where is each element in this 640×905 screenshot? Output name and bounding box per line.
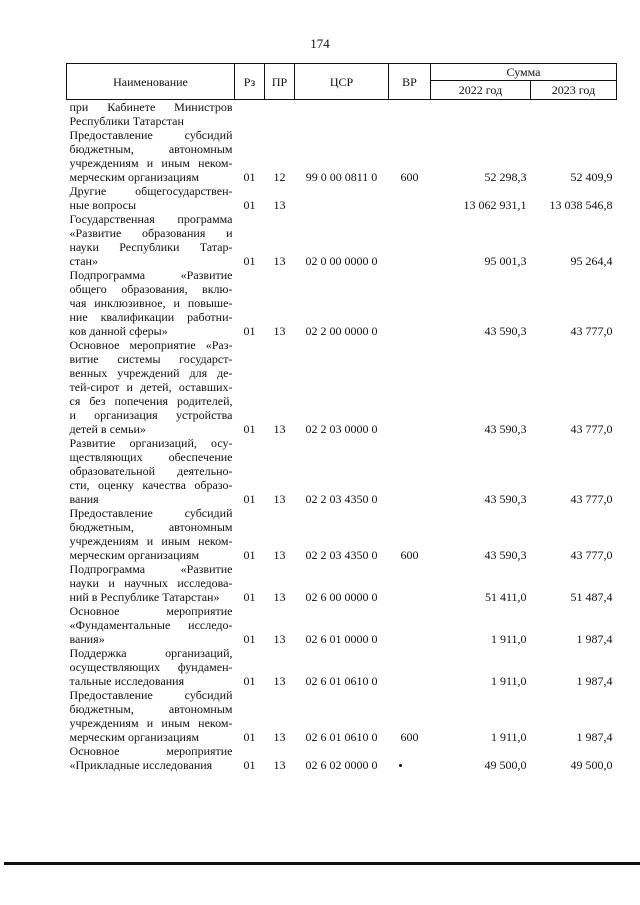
row-vr xyxy=(389,744,431,772)
row-csr xyxy=(295,184,389,212)
row-csr: 02 6 00 0000 0 xyxy=(305,590,378,604)
row-sum-2023: 43 777,0 xyxy=(570,492,613,506)
row-pr xyxy=(265,100,295,129)
row-sum-2022: 43 590,3 xyxy=(484,548,527,562)
table-header xyxy=(67,64,617,100)
row-sum-2022: 13 062 931,1 xyxy=(463,198,527,212)
table-row xyxy=(67,128,617,184)
row-name-line: Другие общегосударствен- xyxy=(69,184,233,198)
row-name-line: учреждениям и иным неком- xyxy=(69,716,233,730)
row-name-line: тальные исследования xyxy=(69,674,185,688)
row-rz: 01 xyxy=(243,170,256,184)
row-name-line: ний в Республике Татарстан» xyxy=(69,590,220,604)
row-pr: 13 xyxy=(273,758,286,772)
row-name xyxy=(67,646,235,688)
row-pr: 13 xyxy=(273,492,286,506)
row-sum-2023: 43 777,0 xyxy=(570,324,613,338)
row-name-line: бюджетным, автономным xyxy=(69,142,233,156)
row-sum-2022: 95 001,3 xyxy=(484,254,527,268)
table-row xyxy=(67,338,617,436)
row-sum-2023: 1 987,4 xyxy=(576,632,613,646)
header-rz: Рз xyxy=(235,64,265,100)
row-name-line: при Кабинете Министров xyxy=(69,100,233,114)
row-name-line: Подпрограмма «Развитие xyxy=(69,268,233,282)
row-name-line: мерческим организациям xyxy=(69,170,200,184)
table-row xyxy=(67,562,617,604)
row-name-line: Предоставление субсидий xyxy=(69,688,233,702)
row-name xyxy=(67,338,235,436)
row-sum-2022: 43 590,3 xyxy=(484,422,527,436)
row-name-line: мерческим организациям xyxy=(69,548,200,562)
row-pr: 12 xyxy=(273,170,286,184)
row-sum-2023: 1 987,4 xyxy=(576,674,613,688)
row-csr: 02 2 00 0000 0 xyxy=(305,324,378,338)
row-name-line: ся без попечения родителей, xyxy=(69,394,233,408)
table-row xyxy=(67,688,617,744)
row-name-line: мерческим организациям xyxy=(69,730,200,744)
row-pr: 13 xyxy=(273,590,286,604)
row-sum-2023: 49 500,0 xyxy=(570,758,613,772)
row-sum-2022: 1 911,0 xyxy=(490,730,527,744)
row-rz: 01 xyxy=(243,198,256,212)
row-name-line: ные вопросы xyxy=(69,198,137,212)
row-name-line: бюджетным, автономным xyxy=(69,702,233,716)
table-row xyxy=(67,604,617,646)
row-sum-2023: 1 987,4 xyxy=(576,730,613,744)
row-name xyxy=(67,100,235,129)
row-csr: 99 0 00 0811 0 xyxy=(305,170,378,184)
row-csr: 02 2 03 4350 0 xyxy=(305,548,378,562)
row-name-line: Развитие организаций, осу- xyxy=(69,436,233,450)
row-name xyxy=(67,184,235,212)
header-year-2023: 2023 год xyxy=(531,81,617,100)
stray-dot xyxy=(399,764,402,767)
row-vr xyxy=(389,100,431,129)
table-row xyxy=(67,212,617,268)
page-number: 174 xyxy=(310,36,330,51)
row-name-line: чая инклюзивное, и повыше- xyxy=(69,296,233,310)
row-name-line: Основное мероприятие «Раз- xyxy=(69,338,233,352)
row-vr: 600 xyxy=(400,548,419,562)
table-row xyxy=(67,744,617,772)
row-name-line: учреждениям и иным неком- xyxy=(69,534,233,548)
row-rz: 01 xyxy=(243,422,256,436)
row-rz: 01 xyxy=(243,758,256,772)
row-sum-2023 xyxy=(531,100,617,129)
row-vr: 600 xyxy=(400,730,419,744)
row-name-line: науки и научных исследова- xyxy=(69,576,233,590)
row-name-line: учреждениям и иным неком- xyxy=(69,156,233,170)
header-pr: ПР xyxy=(265,64,295,100)
row-name-line: Предоставление субсидий xyxy=(69,506,233,520)
table-row xyxy=(67,646,617,688)
row-name-line: ние квалификации работни- xyxy=(69,310,233,324)
row-name-line: стан» xyxy=(69,254,98,268)
row-sum-2023: 43 777,0 xyxy=(570,422,613,436)
row-rz: 01 xyxy=(243,548,256,562)
budget-table xyxy=(66,63,617,772)
row-name-line: детей в семьи» xyxy=(69,422,146,436)
row-name-line: ществляющих обеспечение xyxy=(69,450,233,464)
table-row xyxy=(67,268,617,338)
row-sum-2022: 43 590,3 xyxy=(484,324,527,338)
row-vr: 600 xyxy=(400,170,419,184)
row-name xyxy=(67,268,235,338)
row-name xyxy=(67,212,235,268)
row-vr xyxy=(389,436,431,506)
row-vr xyxy=(389,646,431,688)
row-rz: 01 xyxy=(243,324,256,338)
row-name-line: общего образования, вклю- xyxy=(69,282,233,296)
row-sum-2022: 52 298,3 xyxy=(484,170,527,184)
row-pr: 13 xyxy=(273,254,286,268)
table-row xyxy=(67,100,617,129)
row-rz: 01 xyxy=(243,492,256,506)
row-name-line: вания» xyxy=(69,632,105,646)
row-rz: 01 xyxy=(243,730,256,744)
row-name-line: Основное мероприятие xyxy=(69,744,233,758)
row-pr: 13 xyxy=(273,730,286,744)
row-sum-2022: 49 500,0 xyxy=(484,758,527,772)
row-rz: 01 xyxy=(243,674,256,688)
row-csr: 02 6 01 0000 0 xyxy=(305,632,378,646)
row-name xyxy=(67,128,235,184)
row-name-line: витие системы государст- xyxy=(69,352,233,366)
row-sum-2023: 13 038 546,8 xyxy=(549,198,613,212)
row-name-line: науки Республики Татар- xyxy=(69,240,233,254)
row-vr xyxy=(389,212,431,268)
row-pr: 13 xyxy=(273,198,286,212)
row-sum-2022: 43 590,3 xyxy=(484,492,527,506)
row-vr xyxy=(389,604,431,646)
table-row xyxy=(67,436,617,506)
header-csr: ЦСР xyxy=(295,64,389,100)
row-sum-2023: 95 264,4 xyxy=(570,254,613,268)
row-sum-2023: 52 409,9 xyxy=(570,170,613,184)
row-name-line: «Прикладные исследования xyxy=(69,758,213,772)
table-body xyxy=(67,100,617,773)
row-vr xyxy=(389,562,431,604)
row-rz: 01 xyxy=(243,254,256,268)
row-name-line: образовательной деятельно- xyxy=(69,464,233,478)
header-year-2022: 2022 год xyxy=(431,81,531,100)
row-name xyxy=(67,562,235,604)
row-pr: 13 xyxy=(273,548,286,562)
row-name xyxy=(67,688,235,744)
row-name xyxy=(67,744,235,772)
row-name-line: Поддержка организаций, xyxy=(69,646,233,660)
row-csr: 02 2 03 4350 0 xyxy=(305,492,378,506)
row-pr: 13 xyxy=(273,674,286,688)
row-vr xyxy=(389,338,431,436)
row-sum-2022: 1 911,0 xyxy=(490,632,527,646)
row-name xyxy=(67,506,235,562)
row-name-line: Республики Татарстан xyxy=(69,114,184,128)
row-name-line: вания xyxy=(69,492,99,506)
row-sum-2022 xyxy=(431,100,531,129)
row-name-line: Предоставление субсидий xyxy=(69,128,233,142)
header-vr: ВР xyxy=(389,64,431,100)
row-csr: 02 0 00 0000 0 xyxy=(305,254,378,268)
row-name xyxy=(67,604,235,646)
row-csr xyxy=(295,100,389,129)
row-sum-2022: 1 911,0 xyxy=(490,674,527,688)
row-name-line: и организация устройства xyxy=(69,408,233,422)
table-row xyxy=(67,506,617,562)
row-rz xyxy=(235,100,265,129)
row-csr: 02 2 03 0000 0 xyxy=(305,422,378,436)
row-name-line: Основное мероприятие xyxy=(69,604,233,618)
row-pr: 13 xyxy=(273,422,286,436)
row-rz: 01 xyxy=(243,590,256,604)
row-rz: 01 xyxy=(243,632,256,646)
row-name-line: сти, оценку качества образо- xyxy=(69,478,233,492)
row-name-line: «Развитие образования и xyxy=(69,226,233,240)
row-sum-2022: 51 411,0 xyxy=(484,590,527,604)
row-name-line: «Фундаментальные исследо- xyxy=(69,618,233,632)
row-vr xyxy=(389,268,431,338)
row-pr: 13 xyxy=(273,324,286,338)
row-name-line: Подпрограмма «Развитие xyxy=(69,562,233,576)
row-vr xyxy=(389,184,431,212)
row-sum-2023: 51 487,4 xyxy=(570,590,613,604)
row-name xyxy=(67,436,235,506)
row-name-line: осуществляющих фундамен- xyxy=(69,660,233,674)
row-pr: 13 xyxy=(273,632,286,646)
header-sum: Сумма xyxy=(431,64,617,81)
row-name-line: тей-сирот и детей, оставших- xyxy=(69,380,233,394)
row-name-line: ков данной сферы» xyxy=(69,324,168,338)
row-sum-2023: 43 777,0 xyxy=(570,548,613,562)
row-name-line: Государственная программа xyxy=(69,212,233,226)
table-row xyxy=(67,184,617,212)
row-name-line: венных учреждений для де- xyxy=(69,366,233,380)
page-bottom-rule xyxy=(4,862,640,865)
header-name: Наименование xyxy=(67,64,235,100)
row-csr: 02 6 02 0000 0 xyxy=(305,758,378,772)
row-name-line: бюджетным, автономным xyxy=(69,520,233,534)
row-csr: 02 6 01 0610 0 xyxy=(305,730,378,744)
row-csr: 02 6 01 0610 0 xyxy=(305,674,378,688)
